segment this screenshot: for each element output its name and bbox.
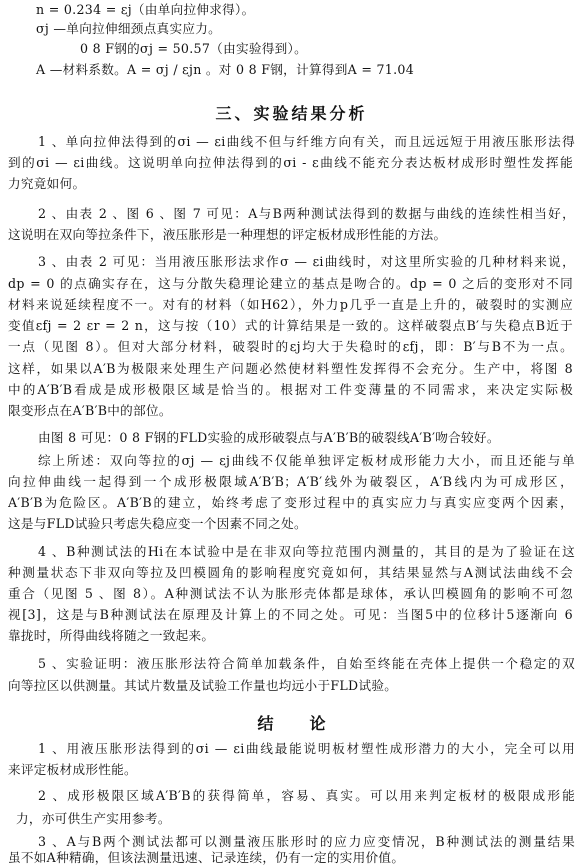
paragraph-line: 由图 8 可见：0 8 F钢的FLD实验的成形破裂点与A′B′B的破裂线A′B′吻合较好。 — [38, 430, 500, 445]
paragraph-line: 4 、B种测试法的Hi在本试验中是在非双向等拉范围内测量的，其目的是为了验证在这 — [38, 544, 575, 559]
paragraph-line: 靠拢时，所得曲线将随之一致起来。 — [8, 628, 215, 643]
paragraph-line: 中的A′B′B看成是成形极限区域是恰当的。根据对工件变薄量的不同需求，来决定实际极 — [8, 382, 573, 397]
paragraph-line: A′B′B为危险区。A′B′B的建立，始终考虑了变形过程中的真实应力与真实应变两个因素， — [8, 495, 573, 510]
paragraph-line: 重合（见图 5 、图 8）。A种测试法不认为胀形壳体都是球体，承认凹模圆角的影响不可忽 — [8, 586, 573, 601]
paragraph-line: 来评定板材成形性能。 — [8, 762, 137, 777]
paragraph-line: 向等拉区以供测量。其试片数量及试验工作量也均远小于FLD试验。 — [8, 678, 398, 693]
paragraph-line: 变值εfj = 2 εr = 2 n，这与按（10）式的计算结果是一致的。这样破裂点B′与失稳点B近于 — [8, 318, 573, 333]
paragraph-line: dp = 0 的点确实存在，这与分散失稳理论建立的基点是吻合的。dp = 0 之后的变形对不同 — [8, 276, 573, 291]
paragraph-line: 到的σi — εi曲线。这说明单向拉伸法得到的σi - ε曲线不能充分表达板材成形时塑性发挥能 — [8, 155, 573, 170]
paragraph-line: 力，亦可供生产实用参考。 — [16, 811, 171, 826]
paragraph-line: 3 、A与B两个测试法都可以测量液压胀形时的应力应变情况，B种测试法的测量结果 — [38, 834, 575, 849]
paragraph-line: 限变形点在A′B′B中的部位。 — [8, 403, 172, 418]
section-title-conclusion: 结论 — [257, 714, 362, 733]
paragraph-line: 这说明在双向等拉条件下，液压胀形是一种理想的评定板材成形性能的方法。 — [8, 227, 447, 242]
paragraph-line: 这是与FLD试验只考虑失稳应变一个因素不同之处。 — [8, 516, 307, 531]
paragraph-line: 种测量状态下非双向等拉及凹模圆角的影响程度究竟如何，其结果显然与A测试法曲线不会 — [8, 565, 573, 580]
paragraph-line: 1 、单向拉伸法得到的σi — εi曲线不但与纤维方向有关，而且远远短于用液压胀形法得 — [38, 134, 575, 149]
paragraph-line: 这样，如果以A′B为极限来处理生产问题必然使材料塑性发挥得不会充分。生产中，将图 8 — [8, 361, 573, 376]
paragraph-line: 综上所述：双向等拉的σj — εj曲线不仅能单独评定板材成形能力大小，而且还能与单 — [38, 453, 575, 468]
formula-line-n: n = 0.234 = εj（由单向拉伸求得）。 — [36, 2, 255, 17]
paragraph-line: 一点（见图 8）。但对大部分材料，破裂时的εj均大于失稳时的εfj，即：B′与B不为一点。 — [8, 339, 573, 354]
paragraph-line: 虽不如A种精确，但该法测量迅速、记录连续，仍有一定的实用价值。 — [8, 850, 405, 865]
paragraph-line: 向拉伸曲线一起得到一个成形极限域A′B′B；A′B′线外为破裂区，A′B线内为可成形区， — [8, 474, 573, 489]
paragraph-line: 视[3]，这是与B种测试法在原理及计算上的不同之处。可见：当图5中的位移计5逐渐向 6 — [8, 607, 573, 622]
material-coefficient-a: A —材料系数。A = σj / εjn 。对 0 8 F钢，计算得到A = 71.04 — [36, 62, 415, 77]
paragraph-line: 力究竟如何。 — [8, 176, 86, 191]
paragraph-line: 材料来说延续程度不一。对有的材料（如H62），外力p几乎一直是上升的，破裂时的实测应 — [8, 297, 573, 312]
steel-08f-sigma: 0 8 F钢的σj = 50.57（由实验得到）。 — [80, 41, 308, 56]
paragraph-line: 5 、实验证明：液压胀形法符合简单加载条件，自始至终能在壳体上提供一个稳定的双 — [38, 656, 575, 671]
paragraph-line: 1 、用液压胀形法得到的σi — εi曲线最能说明板材塑性成形潜力的大小，完全可以用 — [38, 741, 575, 756]
section-title-results: 三、实验结果分析 — [215, 104, 368, 123]
paragraph-line: 2 、由表 2 、图 6 、图 7 可见：A与B两种测试法得到的数据与曲线的连续性相当好， — [38, 206, 575, 221]
definition-sigma-j: σj —单向拉伸细颈点真实应力。 — [36, 21, 222, 36]
paragraph-line: 2 、成形极限区域A′B′B的获得简单，容易、真实。可以用来判定板材的极限成形能 — [38, 788, 575, 803]
paragraph-line: 3 、由表 2 可见：当用液压胀形法求作σ — εi曲线时，对这里所实验的几种材料来说， — [38, 254, 575, 269]
